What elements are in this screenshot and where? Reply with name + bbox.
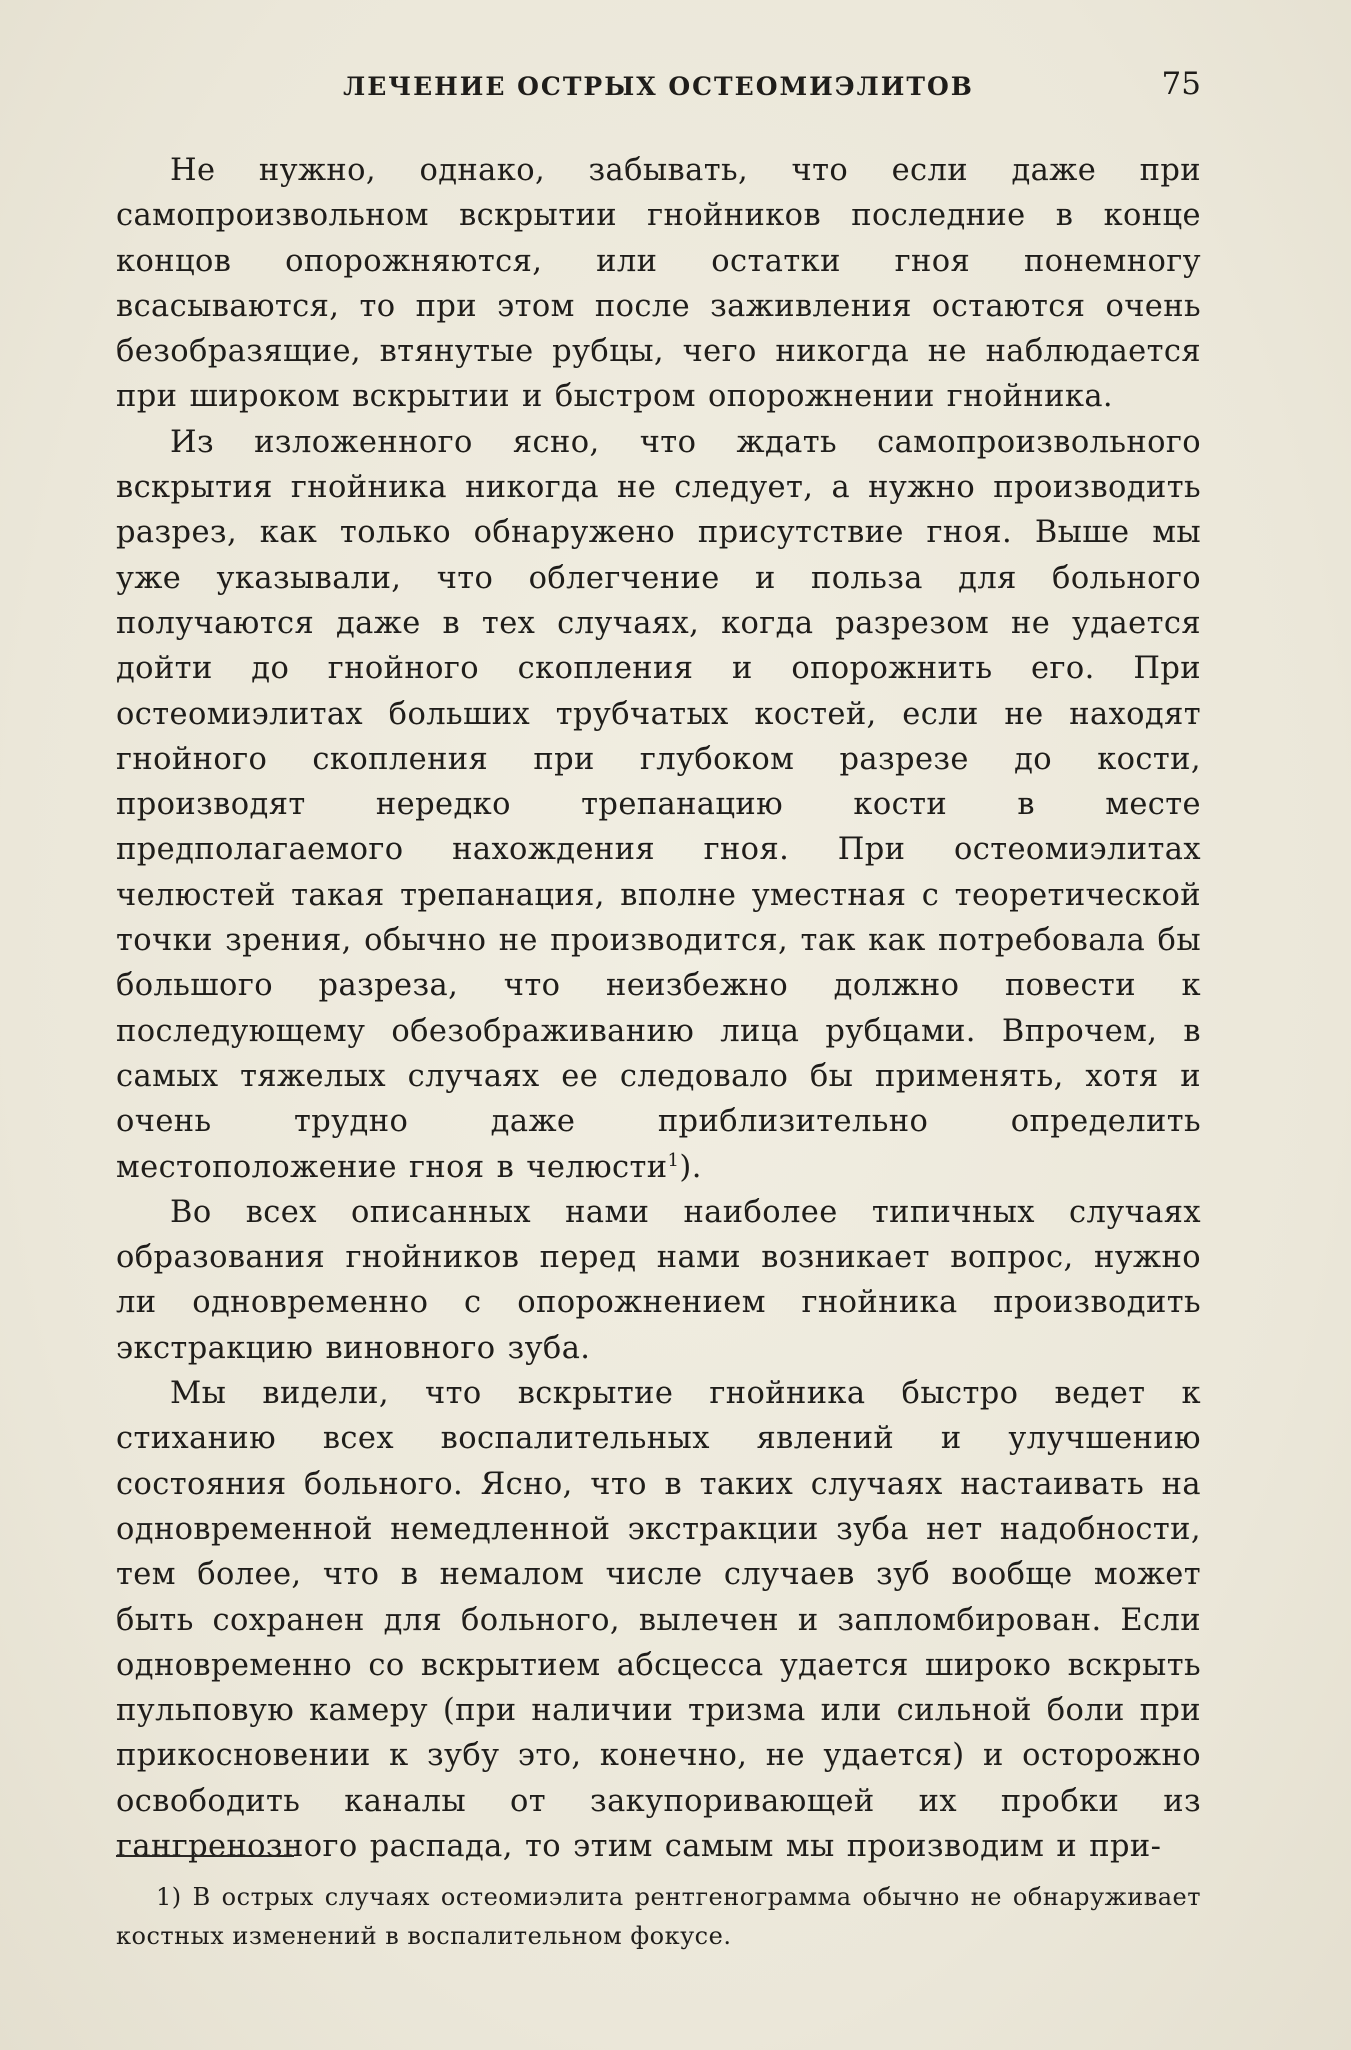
footnote-divider [116, 1855, 294, 1857]
footnote-marker: 1 [667, 1149, 680, 1171]
running-title: ЛЕЧЕНИЕ ОСТРЫХ ОСТЕОМИЭЛИТОВ [343, 72, 974, 101]
page-number: 75 [1161, 66, 1201, 102]
body-text [116, 148, 1201, 1869]
footnote-marker-tail: ). [679, 1149, 702, 1185]
paragraph-4: Мы видели, что вскрытие гнойника быстро ведет к стиханию всех воспалительных явлений и улучшению состояния больного. Ясно, что в таких случаях настаивать на одновременной немедленной экстракции зуба нет надобности, тем более, что в немалом числе случаев зуб вообще может быть сохранен для больного, вылечен и запломбирован. Если одновременно со вскрытием абсцесса удается широко вскрыть пульповую камеру (при наличии тризма или сильной боли при прикосновении к зубу это, конечно, не удается) и осторожно освободить каналы от закупоривающей их пробки из гангренозного распада, то этим самым мы производим и при- [116, 1376, 1201, 1864]
footnote: 1) В острых случаях остеомиэлита рентгенограмма обычно не обнаруживает костных изменений в воспалительном фокусе. [116, 1883, 1201, 1950]
paragraph-1: Не нужно, однако, забывать, что если даже при самопроизвольном вскрытии гнойников последние в конце концов опорожняются, или остатки гноя понемногу всасываются, то при этом после заживления остаются очень безобразящие, втянутые рубцы, чего никогда не наблюдается при широком вскрытии и быстром опорожнении гнойника. [116, 153, 1201, 415]
paragraph-2-text: Из изложенного ясно, что ждать самопроизвольного вскрытия гнойника никогда не следует, а нужно производить разрез, как только обнаружено присутствие гноя. Выше мы уже указывали, что облегчение и польза для больного получаются даже в тех случаях, когда разрезом не удается дойти до гнойного скопления и опорожнить его. При остеомиэлитах больших трубчатых костей, если не находят гнойного скопления при глубоком разрезе до кости, производят нередко трепанацию кости в месте предполагаемого нахождения гноя. При остеомиэлитах челюстей такая трепанация, вполне уместная с теоретической точки зрения, обычно не производится, так как потребовала бы большого разреза, что неизбежно должно повести к последующему обезображиванию лица рубцами. Впрочем, в самых тяжелых случаях ее следовало бы применять, хотя и очень трудно даже приблизительно определить местоположение гноя в челюсти [116, 424, 1201, 1185]
paragraph-2 [116, 420, 1201, 1190]
paragraph-3: Во всех описанных нами наиболее типичных случаях образования гнойников перед нами возникает вопрос, нужно ли одновременно с опорожнением гнойника производить экстракцию виновного зуба. [116, 1194, 1201, 1366]
running-head [116, 66, 1201, 106]
